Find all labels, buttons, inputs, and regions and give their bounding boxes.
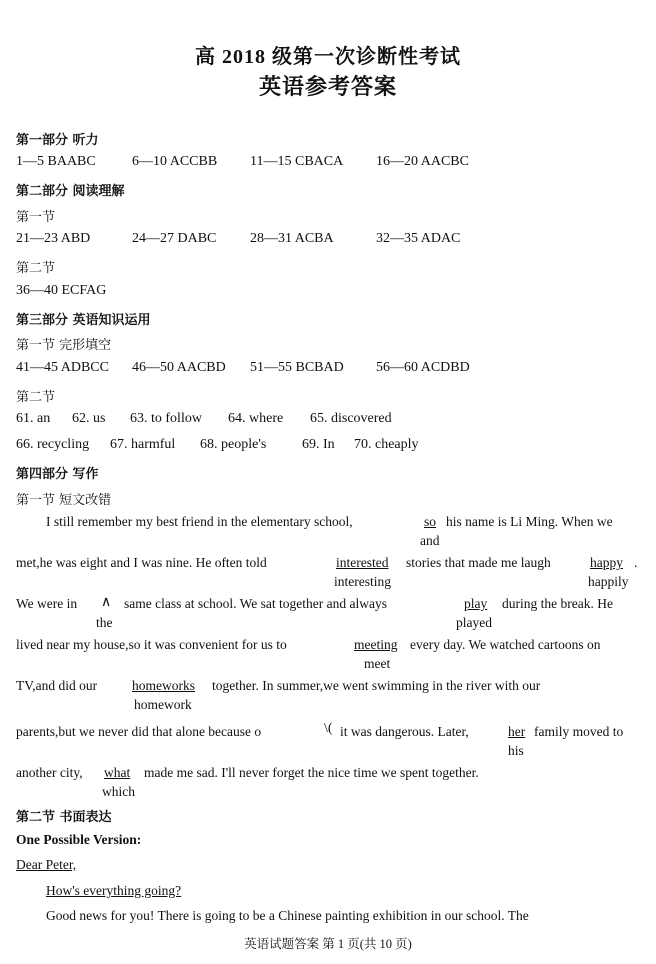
passage-text: We were in [16,596,78,611]
correction-word: interesting [334,574,391,589]
part4-section1-label: 第一节 短文改错 [16,493,112,508]
passage-text: TV,and did our [16,678,98,693]
passage-text: parents,but we never did that alone because o [16,724,262,739]
part2-section2-answers: 36—40 ECFAG [16,283,107,298]
delete-mark: \( [324,721,333,736]
error-word: homeworks [132,678,195,693]
answer-group: 46—50 AACBD [132,360,226,375]
page-footer: 英语试题答案 第 1 页(共 10 页) [244,937,412,951]
part2-heading: 第二部分 阅读理解 [16,184,125,199]
essay-body: Good news for you! There is going to be a Chinese painting exhibition in our school. The [46,908,529,923]
passage-text: together. In summer,we went swimming in the river with our [212,678,541,693]
answer-item: 69. In [302,437,335,452]
answer-group: 56—60 ACDBD [376,360,470,375]
answer-group: 16—20 AACBC [376,154,469,169]
passage-text: every day. We watched cartoons on [410,637,601,652]
part3-section2-label: 第二节 [16,390,56,405]
part2-section1-label: 第一节 [16,210,56,225]
passage-text: it was dangerous. Later, [340,724,469,739]
passage-text: family moved to [534,724,624,739]
answer-group: 24—27 DABC [132,231,217,246]
answer-item: 68. people's [200,437,267,452]
error-word: play [464,596,488,611]
passage-text: lived near my house,so it was convenient for us to [16,637,287,652]
part4-section2-label: 第二节 书面表达 [16,810,112,825]
correction-word: meet [364,656,391,671]
correction-word: the [96,615,113,630]
answer-group: 41—45 ADBCC [16,360,109,375]
insert-caret-mark: ∧ [101,595,112,610]
correction-word: played [456,615,492,630]
answer-group: 6—10 ACCBB [132,154,218,169]
passage-text: I still remember my best friend in the elementary school, [46,514,353,529]
answer-item: 65. discovered [310,411,392,426]
answer-item: 62. us [72,411,106,426]
answer-group: 28—31 ACBA [250,231,334,246]
passage-text: made me sad. I'll never forget the nice time we spent together. [144,765,479,780]
part3-heading: 第三部分 英语知识运用 [16,313,151,328]
passage-text: met,he was eight and I was nine. He often told [16,555,267,570]
part3-section1-label: 第一节 完形填空 [16,338,112,353]
answer-group: 51—55 BCBAD [250,360,344,375]
part4-heading: 第四部分 写作 [16,467,99,482]
correction-word: and [420,533,440,548]
error-word: happy [590,555,623,570]
passage-text: stories that made me laugh [406,555,551,570]
salutation: Dear Peter, [16,857,77,872]
answer-item: 66. recycling [16,437,90,452]
exam-title: 高 2018 级第一次诊断性考试 [195,46,461,68]
answer-group: 32—35 ADAC [376,231,461,246]
part2-section2-label: 第二节 [16,261,56,276]
error-word: meeting [354,637,398,652]
error-word: interested [336,555,389,570]
error-word: her [508,724,526,739]
error-word: what [104,765,131,780]
passage-line [46,514,353,530]
answer-group: 1—5 BAABC [16,154,96,169]
answer-item: 61. an [16,411,51,426]
passage-text: another city, [16,765,83,780]
passage-text: same class at school. We sat together and always [124,596,387,611]
answer-item: 67. harmful [110,437,176,452]
correction-word: homework [134,697,192,712]
answer-key-title: 英语参考答案 [258,74,397,99]
answer-group: 11—15 CBACA [250,154,344,169]
part1-heading: 第一部分 听力 [16,133,99,148]
passage-text: his name is Li Ming. When we [446,514,613,529]
correction-word: happily [588,574,629,589]
answer-item: 70. cheaply [354,437,419,452]
answer-item: 64. where [228,411,284,426]
greeting: How's everything going? [46,883,182,898]
answer-item: 63. to follow [130,411,202,426]
version-label: One Possible Version: [16,832,142,847]
passage-text: . [634,555,638,570]
correction-word: which [102,784,135,799]
correction-word: his [508,743,524,758]
passage-text: during the break. He [502,596,613,611]
answer-group: 21—23 ABD [16,231,91,246]
error-word: so [424,514,437,529]
